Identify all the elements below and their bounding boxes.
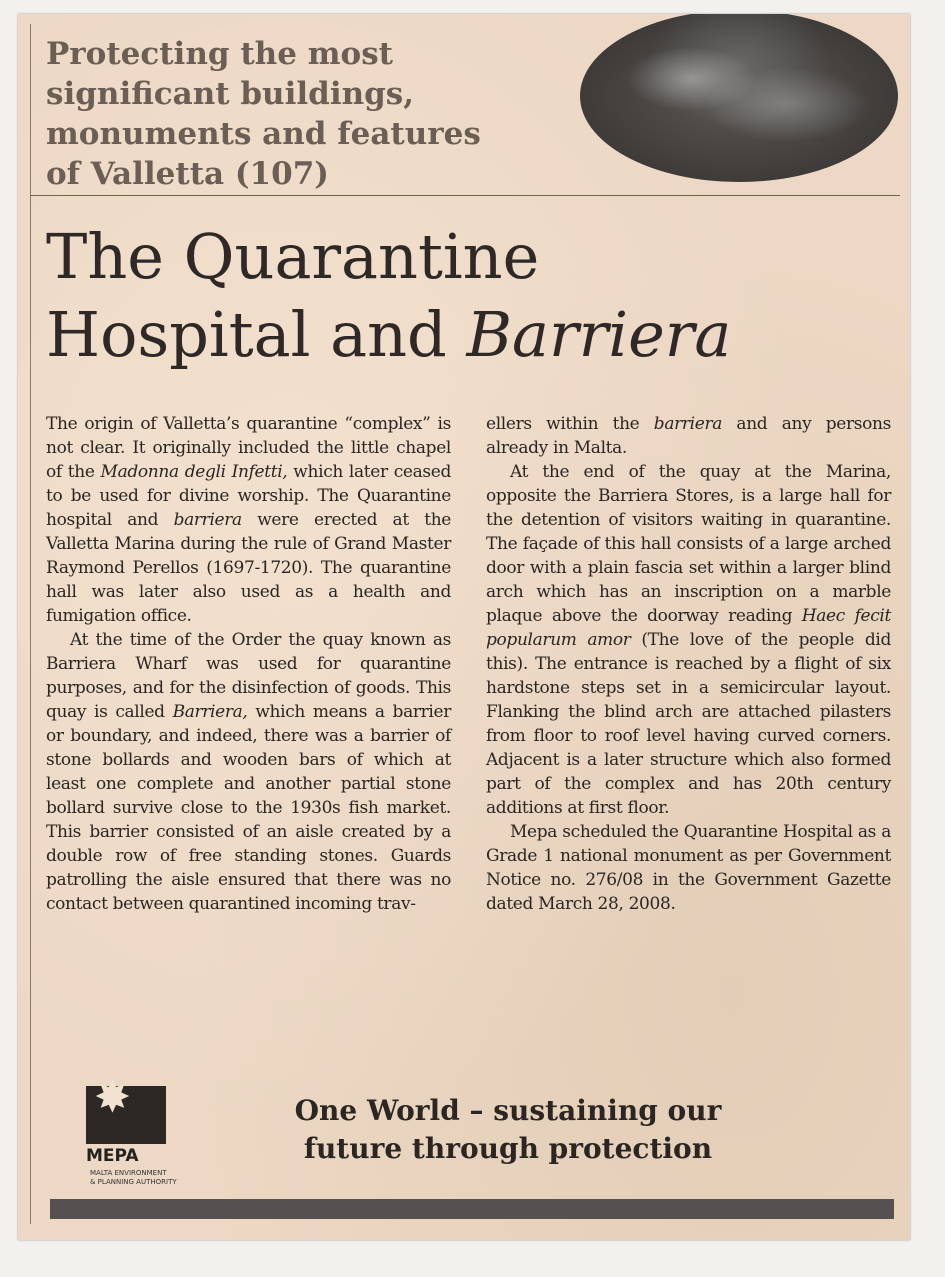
article-paragraph xyxy=(46,412,451,628)
article-column-right xyxy=(486,412,891,916)
article-column-left xyxy=(46,412,451,916)
mepa-logo xyxy=(78,1072,208,1192)
paragraph-text: which means a barrier or boundary, and indeed, there was a barrier of stone bollards and wooden bars of which at least one complete and another partial stone bollard survive close to the 1930s fish market. This barrier consisted of an aisle created by a double row of free standing stones. Guards patrolling the aisle ensured that there was no contact between quarantined incoming trav- xyxy=(46,702,451,914)
tagline-line: future through protection xyxy=(303,1132,713,1165)
footer-bar xyxy=(50,1199,894,1219)
paragraph-text: At the end of the quay at the Marina, opposite the Barriera Stores, is a large hall for the detention of visitors waiting in quarantine. The façade of this hall consists of a large arched door with a plain fascia set within a larger blind arch which has an inscription on a marble plaque above the doorway reading xyxy=(486,462,891,626)
paragraph-text: were erected at the Valletta Marina during the rule of Grand Master Raymond Perellos (1697-1720). The quarantine hall was later also used as a health and fumigation office. xyxy=(46,510,452,626)
italic-text: Haec fecit popularum amor xyxy=(486,606,891,650)
tagline-line: One World – sustaining our xyxy=(294,1094,722,1127)
italic-text: Barriera, xyxy=(172,702,248,722)
headline-italic-word: Barriera xyxy=(466,298,732,371)
series-title-line: of Valletta (107) xyxy=(46,156,329,192)
logo-name: MEPA xyxy=(86,1146,139,1166)
column-rule-left xyxy=(30,24,31,1224)
paragraph-text: which later ceased to be used for divine worship. The Quarantine hospital and xyxy=(46,462,451,530)
paragraph-text: (The love of the people did this). The entrance is reached by a flight of six hardstone steps set in a semicircular layout. Flanking the blind arch are attached pilasters from floor to roof level having curved corners. Adjacent is a later structure which also formed part of the complex and has 20th century additions at first floor. xyxy=(486,630,891,818)
series-title-line: monuments and features xyxy=(46,116,481,152)
headline-line-1: The Quarantine xyxy=(46,220,540,293)
paragraph-text: The origin of Valletta’s quarantine “complex” is not clear. It originally included the little chapel of the xyxy=(46,414,451,482)
paragraph-text: Mepa scheduled the Quarantine Hospital as a Grade 1 national monument as per Government Notice no. 276/08 in the Government Gazette dated March 28, 2008. xyxy=(486,822,891,914)
italic-text: Madonna degli Infetti, xyxy=(100,462,288,482)
series-title xyxy=(46,34,606,194)
article-paragraph xyxy=(46,628,451,916)
paragraph-text: ellers within the xyxy=(486,414,654,434)
header-divider xyxy=(30,195,900,196)
logo-subtitle xyxy=(90,1169,220,1187)
logo-subtitle-line: MALTA ENVIRONMENT xyxy=(90,1169,167,1177)
logo-subtitle-line: & PLANNING AUTHORITY xyxy=(90,1178,177,1186)
headline-line-2: Hospital and xyxy=(46,298,467,371)
tagline xyxy=(218,1092,798,1168)
figure-icon: ✸ xyxy=(94,1072,131,1123)
italic-text: barriera xyxy=(653,414,723,434)
article-paragraph xyxy=(486,820,891,916)
paragraph-text: At the time of the Order the quay known as Barriera Wharf was used for quarantine purposes, and for the disinfection of goods. This quay is called xyxy=(46,630,451,722)
article-paragraph xyxy=(486,460,891,820)
italic-text: barriera xyxy=(173,510,242,530)
series-title-line: significant buildings, xyxy=(46,76,415,112)
globe-image xyxy=(580,14,898,182)
article-headline xyxy=(46,218,906,374)
article-paragraph xyxy=(486,412,891,460)
newspaper-clipping xyxy=(18,14,910,1240)
series-title-line: Protecting the most xyxy=(46,36,393,72)
paragraph-text: and any persons already in Malta. xyxy=(486,414,891,458)
